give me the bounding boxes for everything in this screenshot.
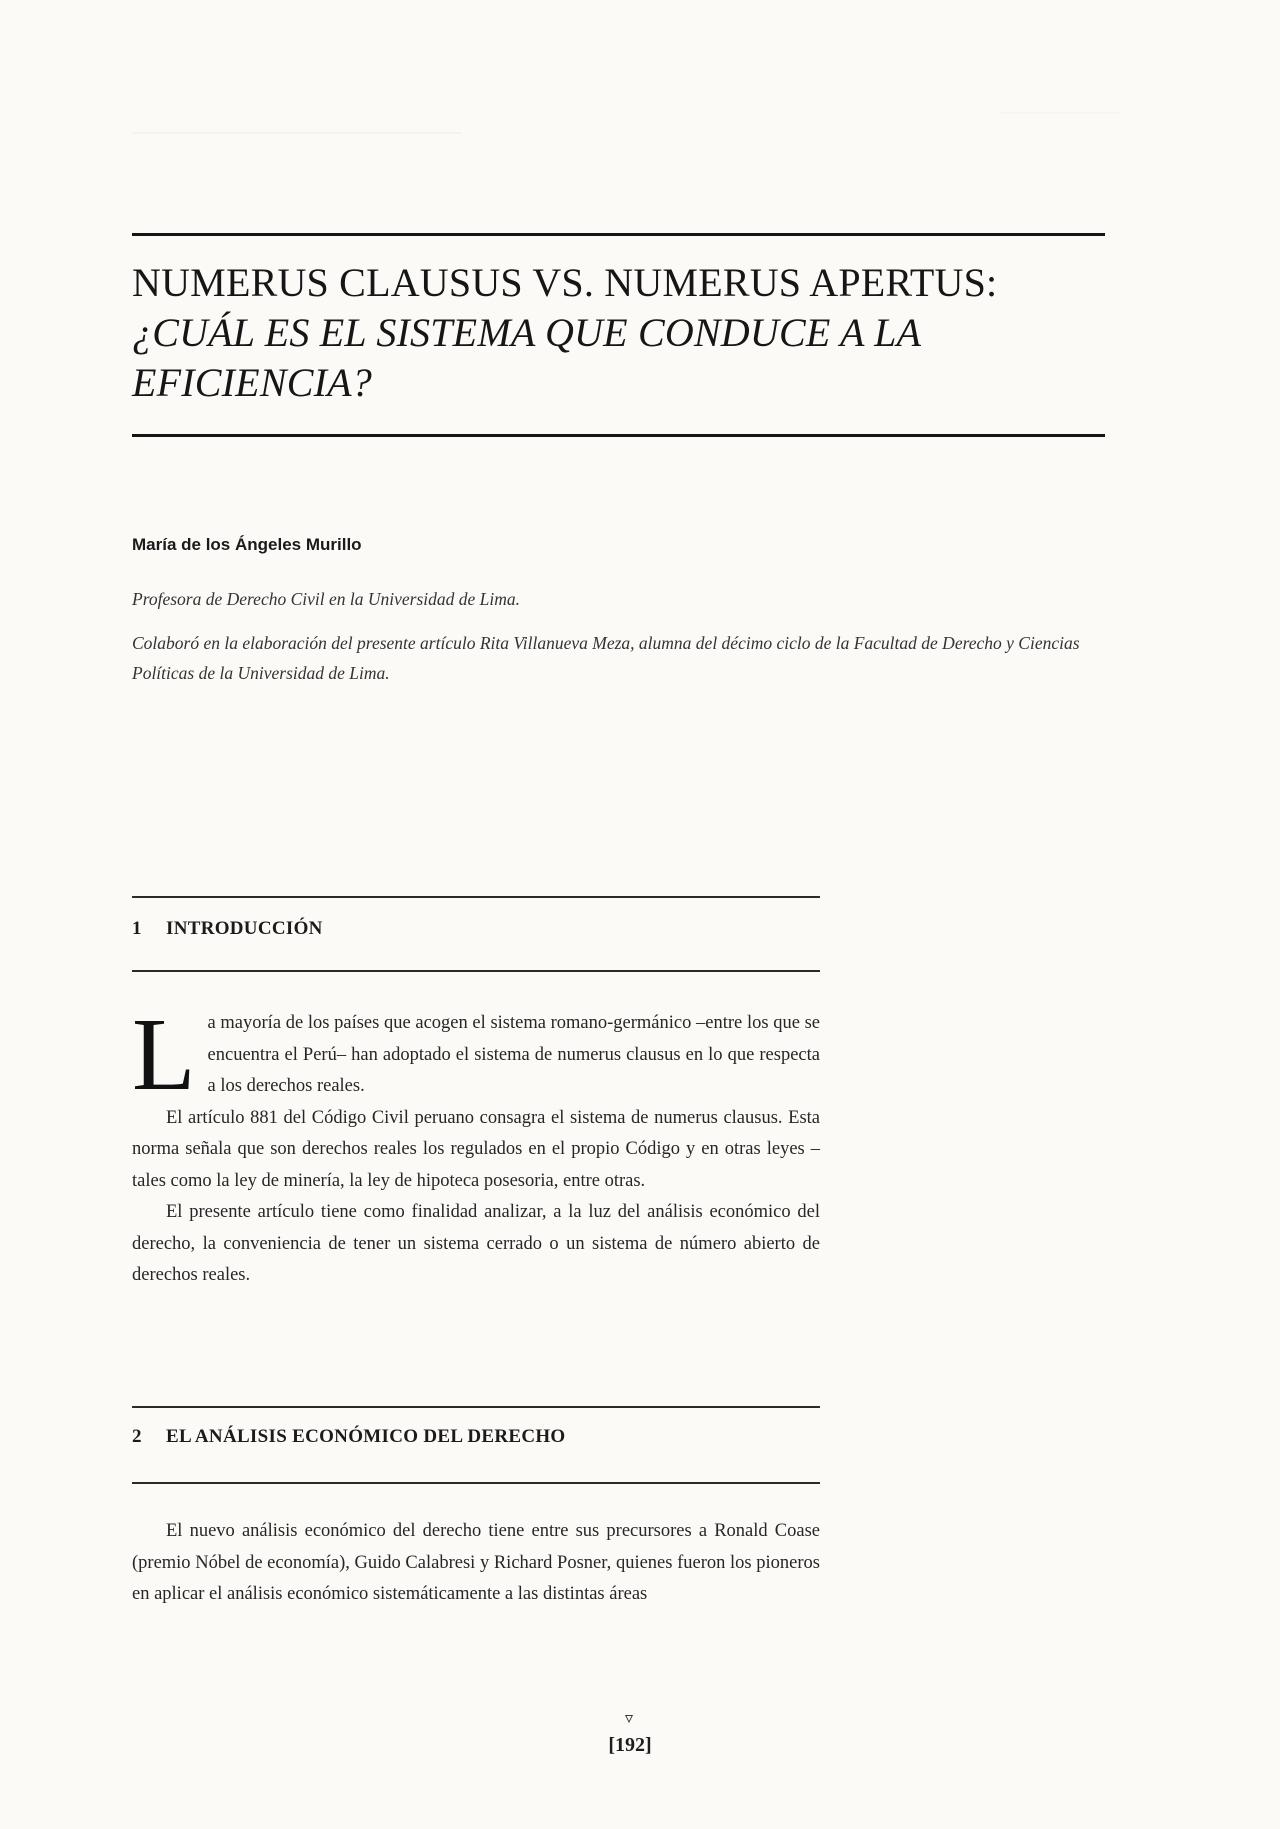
section-2-body [132, 1516, 820, 1611]
drop-cap: L [132, 997, 196, 1112]
section-number: 1 [132, 918, 142, 939]
title-bottom-rule [132, 434, 1105, 437]
bleed-through-header [132, 92, 462, 134]
paragraph: El presente artículo tiene como finalidad analizar, a la luz del análisis económico del derecho, la conveniencia de tener un sistema cerrado o un sistema de número abierto de derechos reales. [132, 1202, 820, 1285]
bleed-through-mark [1000, 88, 1120, 114]
title-question: ¿CUÁL ES EL SISTEMA QUE CONDUCE A LA EFICIENCIA? [132, 310, 921, 405]
title-top-rule [132, 233, 1105, 236]
section-1-heading [132, 918, 820, 940]
collaboration-note: Colaboró en la elaboración del presente artículo Rita Villanueva Meza, alumna del décimo ciclo de la Facultad de Derecho y Ciencias Políticas de la Universidad de Lima. [132, 633, 1080, 683]
section-2-top-rule [132, 1406, 820, 1408]
section-1-top-rule [132, 896, 820, 898]
section-title: EL ANÁLISIS ECONÓMICO DEL DERECHO [166, 1426, 566, 1447]
author-name: María de los Ángeles Murillo [132, 535, 362, 554]
paragraph: El artículo 881 del Código Civil peruano consagra el sistema de numerus clausus. Esta norma señala que son derechos reales los regulados en el propio Código y en otras leyes –tales como la ley de minería, la ley de hipoteca posesoria, entre otras. [132, 1107, 820, 1191]
page-ornament: ▿ [624, 1710, 634, 1727]
section-2-bottom-rule [132, 1482, 820, 1484]
section-2-heading [132, 1426, 820, 1448]
paragraph: El nuevo análisis económico del derecho tiene entre sus precursores a Ronald Coase (premio Nóbel de economía), Guido Calabresi y Richard Posner, quienes fueron los pioneros en aplicar el análisis económico sistemáticamente a las distintas áreas [132, 1521, 820, 1604]
article-title [132, 258, 1105, 408]
author-affiliation: Profesora de Derecho Civil en la Universidad de Lima. [132, 589, 521, 609]
section-title: INTRODUCCIÓN [166, 918, 323, 939]
title-main: NUMERUS CLAUSUS VS. NUMERUS APERTUS: [132, 260, 998, 305]
section-1-body [132, 997, 820, 1292]
paragraph: La mayoría de los países que acogen el sistema romano-germánico –entre los que se encuentra el Perú– han adoptado el sistema de numerus clausus en lo que respecta a los derechos reales. [132, 997, 820, 1112]
section-number: 2 [132, 1426, 142, 1447]
page-number: [192] [608, 1734, 652, 1756]
section-1-bottom-rule [132, 970, 820, 972]
